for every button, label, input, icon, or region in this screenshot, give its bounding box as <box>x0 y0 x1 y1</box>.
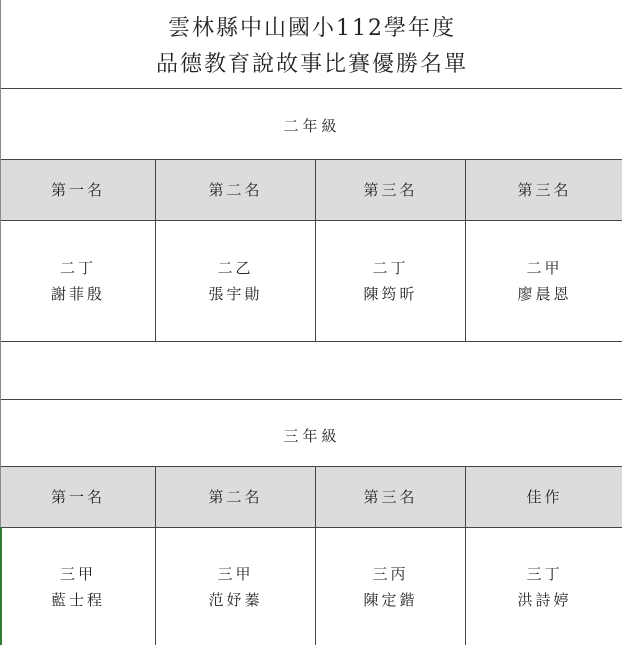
winner-name: 廖晨恩 <box>517 285 572 303</box>
page-subtitle: 品德教育說故事比賽優勝名單 <box>155 52 468 77</box>
winner-name: 張宇勛 <box>208 285 263 303</box>
page-title: 雲林縣中山國小112學年度 <box>168 16 456 41</box>
cell-selection-edge <box>0 527 2 645</box>
divider <box>1 399 622 400</box>
winner-class: 二乙 <box>217 259 254 277</box>
winner-class: 三丁 <box>526 564 563 583</box>
table-row <box>1 527 622 645</box>
winner-class: 二丁 <box>59 259 96 277</box>
winner-cell <box>466 221 622 341</box>
winner-cell <box>316 528 466 645</box>
winner-class: 三甲 <box>59 564 96 583</box>
table-header-row <box>1 159 622 221</box>
winner-cell <box>316 221 466 341</box>
winner-class: 二丁 <box>372 259 409 277</box>
winner-cell <box>156 221 316 341</box>
grade-heading: 二年級 <box>283 117 341 135</box>
winner-name: 陳筠昕 <box>363 285 418 303</box>
winner-name: 藍士程 <box>50 590 105 609</box>
divider <box>1 88 622 89</box>
winner-class: 三丙 <box>372 564 409 583</box>
rank-header: 第一名 <box>1 467 156 527</box>
table-row <box>1 220 622 342</box>
title-block <box>1 0 622 88</box>
winner-name: 謝菲殷 <box>50 285 105 303</box>
rank-header: 第三名 <box>517 181 572 199</box>
winner-name: 陳定鍇 <box>363 590 418 609</box>
winner-cell <box>466 528 622 645</box>
table-header-row <box>1 466 622 528</box>
winner-class: 三甲 <box>217 564 254 583</box>
rank-header: 第一名 <box>1 160 156 220</box>
winner-cell <box>1 528 156 645</box>
rank-header: 第三名 <box>316 160 466 220</box>
winner-name: 洪詩婷 <box>517 590 572 609</box>
rank-header: 第二名 <box>156 160 316 220</box>
winner-class: 二甲 <box>526 259 563 277</box>
rank-header: 第三名 <box>316 467 466 527</box>
winner-cell <box>1 221 156 341</box>
winner-cell <box>156 528 316 645</box>
winner-name: 范妤蓁 <box>208 590 263 609</box>
rank-header: 佳作 <box>526 488 563 506</box>
grade-heading: 三年級 <box>283 427 341 445</box>
rank-header: 第二名 <box>156 467 316 527</box>
